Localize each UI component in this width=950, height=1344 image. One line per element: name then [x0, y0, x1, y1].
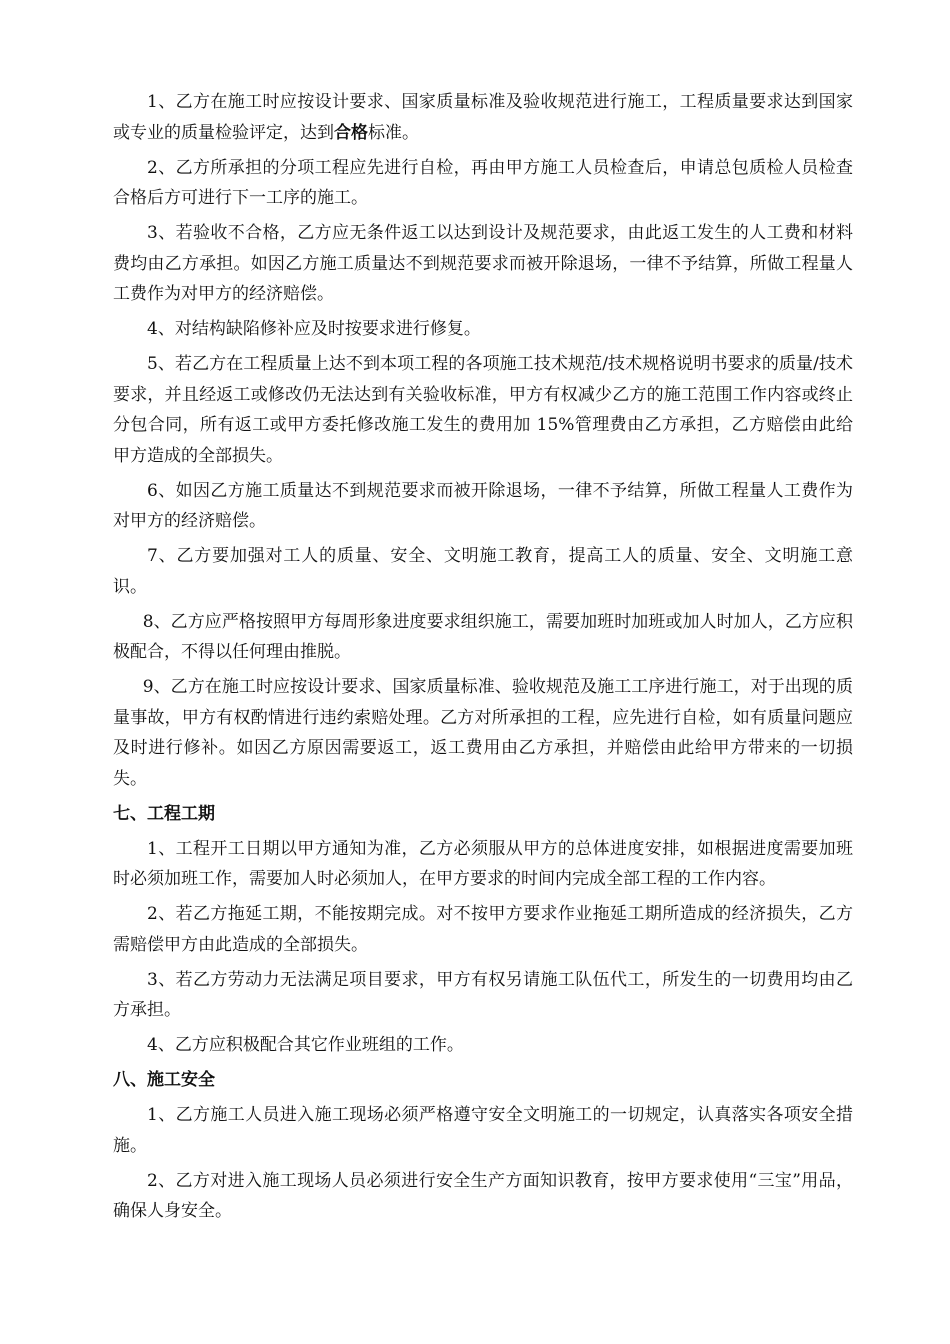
quality-clause-1 — [113, 87, 853, 148]
schedule-clause-1: 1、工程开工日期以甲方通知为准，乙方必须服从甲方的总体进度安排，如根据进度需要加班时必须加班工作，需要加人时必须加人，在甲方要求的时间内完成全部工程的工作内容。 — [113, 838, 853, 889]
schedule-clause-4: 4、乙方应积极配合其它作业班组的工作。 — [147, 1035, 464, 1055]
quality-clause-1-tail: 标准。 — [368, 122, 419, 143]
schedule-clause-3: 3、若乙方劳动力无法满足项目要求，甲方有权另请施工队伍代工，所发生的一切费用均由乙方承担。 — [113, 969, 853, 1020]
safety-clause-1: 1、乙方施工人员进入施工现场必须严格遵守安全文明施工的一切规定，认真落实各项安全措施。 — [113, 1105, 853, 1156]
qualified-emphasis: 合格 — [334, 122, 368, 143]
section-heading-safety: 八、施工安全 — [113, 1070, 215, 1090]
quality-clause-2: 2、乙方所承担的分项工程应先进行自检，再由甲方施工人员检查后，申请总包质检人员检查合格后方可进行下一工序的施工。 — [113, 157, 853, 208]
quality-clause-3: 3、若验收不合格，乙方应无条件返工以达到设计及规范要求，由此返工发生的人工费和材料费均由乙方承担。如因乙方施工质量达不到规范要求而被开除退场，一律不予结算，所做工程量人工费作为对甲方的经济赔偿。 — [113, 223, 853, 304]
quality-clause-9: 9、乙方在施工时应按设计要求、国家质量标准、验收规范及施工工序进行施工，对于出现的质量事故，甲方有权酌情进行违约索赔处理。乙方对所承担的工程，应先进行自检，如有质量问题应及时进行修补。如因乙方原因需要返工，返工费用由乙方承担，并赔偿由此给甲方带来的一切损失。 — [113, 677, 853, 789]
schedule-clause-2: 2、若乙方拖延工期，不能按期完成。对不按甲方要求作业拖延工期所造成的经济损失，乙方需赔偿甲方由此造成的全部损失。 — [113, 904, 853, 955]
quality-clause-7: 7、乙方要加强对工人的质量、安全、文明施工教育，提高工人的质量、安全、文明施工意识。 — [113, 546, 853, 597]
section-heading-schedule: 七、工程工期 — [113, 803, 215, 824]
safety-clause-2: 2、乙方对进入施工现场人员必须进行安全生产方面知识教育，按甲方要求使用“三宝”用品，确保人身安全。 — [113, 1170, 853, 1221]
quality-clause-1-text: 1、乙方在施工时应按设计要求、国家质量标准及验收规范进行施工，工程质量要求达到国家或专业的质量检验评定，达到 — [113, 92, 853, 143]
quality-clause-5: 5、若乙方在工程质量上达不到本项工程的各项施工技术规范/技术规格说明书要求的质量/技术要求，并且经返工或修改仍无法达到有关验收标准，甲方有权减少乙方的施工范围工作内容或终止分包合同，所有返工或甲方委托修改施工发生的费用加 15%管理费由乙方承担，乙方赔偿由此给甲方造成的全部损失。 — [113, 354, 853, 466]
quality-clause-8: 8、乙方应严格按照甲方每周形象进度要求组织施工，需要加班时加班或加人时加人，乙方应积极配合，不得以任何理由推脱。 — [113, 611, 853, 662]
quality-clause-4: 4、对结构缺陷修补应及时按要求进行修复。 — [147, 319, 481, 339]
quality-clause-6: 6、如因乙方施工质量达不到规范要求而被开除退场，一律不予结算，所做工程量人工费作为对甲方的经济赔偿。 — [113, 480, 853, 531]
document-page — [113, 87, 853, 1231]
